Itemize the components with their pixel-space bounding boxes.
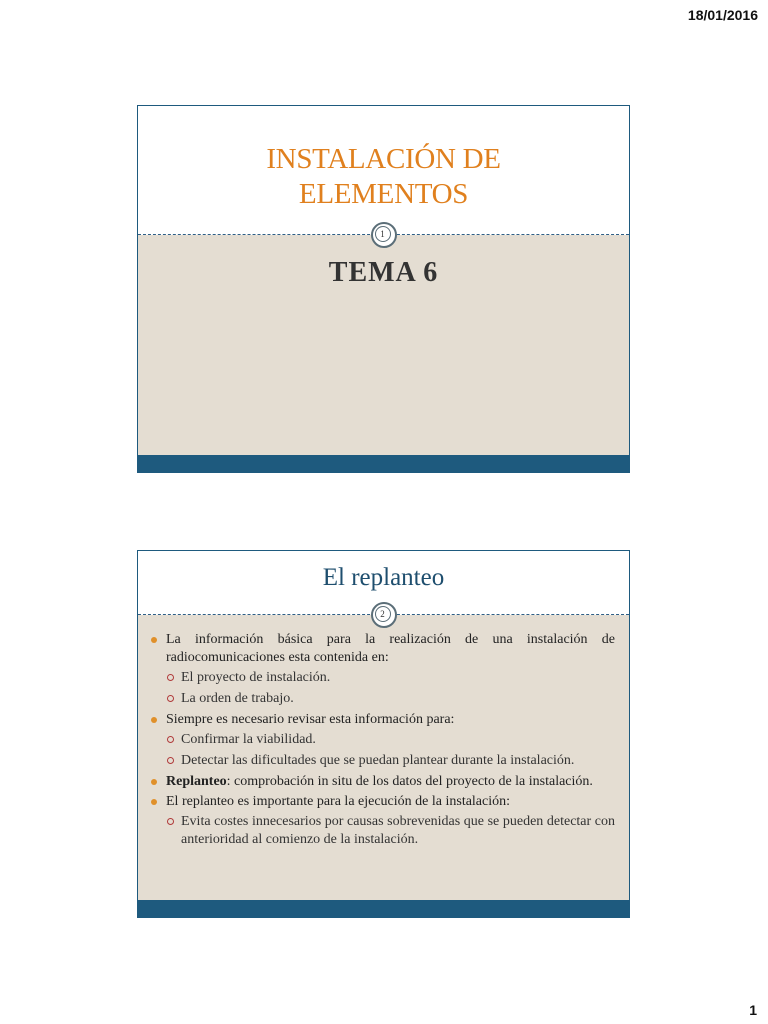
ring-bullet-icon xyxy=(167,674,174,681)
definition-term: Replanteo xyxy=(166,774,227,789)
list-item-text: La información básica para la realización de una instalación de radiocomunicaciones esta contenida en: xyxy=(166,632,615,665)
slide-1-number: 1 xyxy=(375,226,391,242)
sub-list-item-text: Evita costes innecesarios por causas sobrevenidas que se pueden detectar con anterioridad al comienzo de la instalación. xyxy=(181,814,615,847)
sub-list-item xyxy=(149,731,615,749)
sub-list-item xyxy=(149,813,615,849)
ring-bullet-icon xyxy=(167,818,174,825)
slide-2-title: El replanteo xyxy=(322,564,445,591)
bullet-list xyxy=(149,631,615,849)
sub-list-item xyxy=(149,752,615,770)
page-number: 1 xyxy=(749,1002,757,1018)
slide-1-footer-bar xyxy=(138,455,629,472)
ring-bullet-icon xyxy=(167,695,174,702)
slide-1-title xyxy=(138,142,629,212)
list-item xyxy=(149,793,615,811)
sub-list-item xyxy=(149,690,615,708)
sub-list-item-text: La orden de trabajo. xyxy=(181,691,294,706)
definition-text: : comprobación in situ de los datos del proyecto de la instalación. xyxy=(226,774,593,789)
list-item-text: El replanteo es importante para la ejecución de la instalación: xyxy=(166,794,511,809)
list-item xyxy=(149,773,615,791)
slide-1-title-line-2: ELEMENTOS xyxy=(298,178,469,210)
slide-1-subtitle: TEMA 6 xyxy=(328,257,439,288)
sub-list-item-text: Confirmar la viabilidad. xyxy=(181,732,316,747)
slide-1-title-line-1: INSTALACIÓN DE xyxy=(266,143,501,175)
sub-list-item xyxy=(149,669,615,687)
print-date: 18/01/2016 xyxy=(687,7,758,23)
list-item xyxy=(149,711,615,729)
slide-2-number: 2 xyxy=(375,606,391,622)
orange-bullet-icon xyxy=(151,637,157,643)
sub-list-item-text: El proyecto de instalación. xyxy=(181,670,331,685)
orange-bullet-icon xyxy=(151,779,157,785)
slide-2 xyxy=(137,550,630,918)
list-item xyxy=(149,631,615,667)
orange-bullet-icon xyxy=(151,717,157,723)
list-item-text: Siempre es necesario revisar esta información para: xyxy=(166,712,455,727)
orange-bullet-icon xyxy=(151,799,157,805)
slide-1 xyxy=(137,105,630,473)
ring-bullet-icon xyxy=(167,757,174,764)
ring-bullet-icon xyxy=(167,736,174,743)
sub-list-item-text: Detectar las dificultades que se puedan plantear durante la instalación. xyxy=(181,753,575,768)
slide-2-footer-bar xyxy=(138,900,629,917)
slide-1-number-badge xyxy=(371,222,397,248)
slide-2-content xyxy=(149,631,615,852)
slide-2-number-badge xyxy=(371,602,397,628)
